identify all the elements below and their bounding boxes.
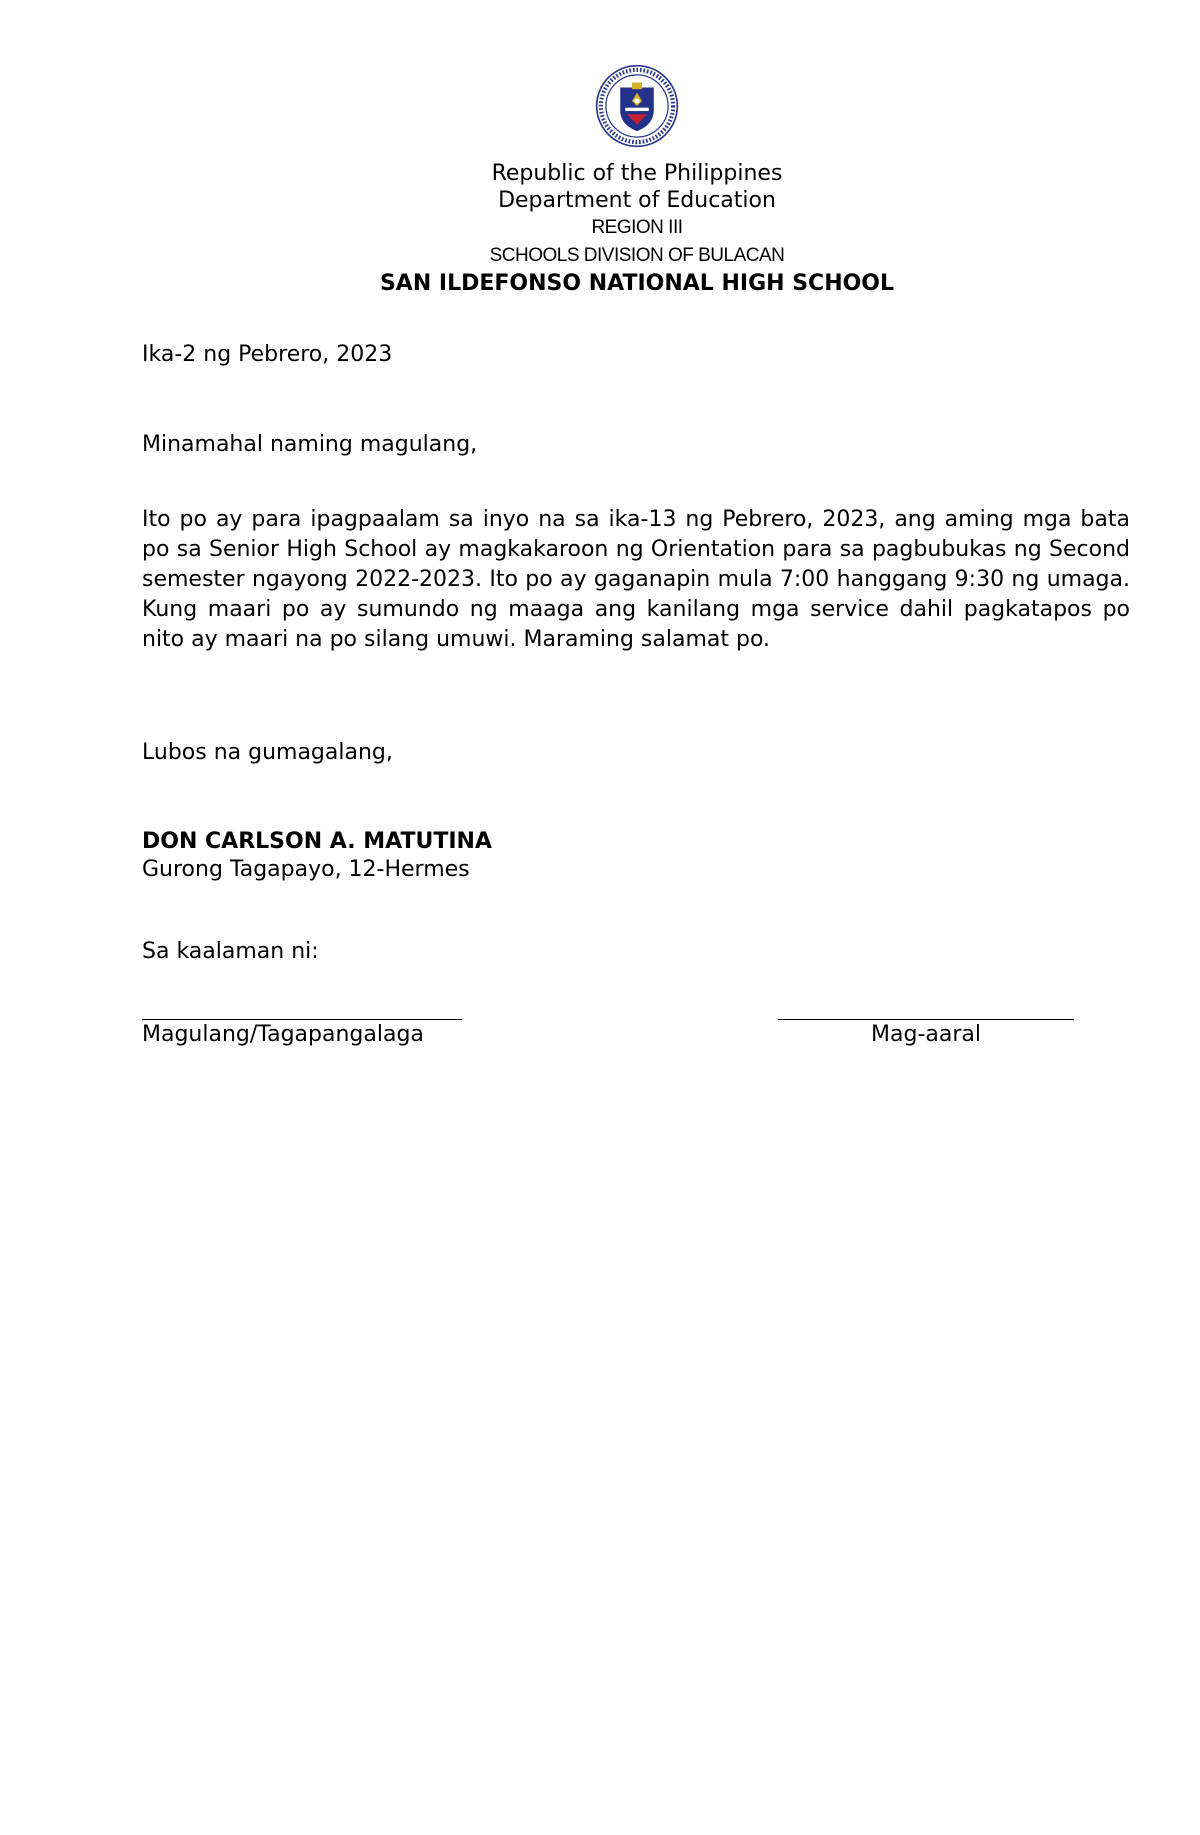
letter-date: Ika-2 ng Pebrero, 2023 <box>142 342 393 367</box>
parent-signature-label: Magulang/Tagapangalaga <box>142 1022 424 1047</box>
letter-salutation: Minamahal naming magulang, <box>142 432 478 457</box>
header-republic: Republic of the Philippines <box>491 161 783 186</box>
letter-closing: Lubos na gumagalang, <box>142 740 393 765</box>
header-school-name: SAN ILDEFONSO NATIONAL HIGH SCHOOL <box>379 271 895 296</box>
signer-name: DON CARLSON A. MATUTINA <box>142 829 492 854</box>
deped-seal-icon <box>595 64 679 148</box>
student-signature-label: Mag-aaral <box>871 1022 981 1047</box>
header-department: Department of Education <box>498 188 776 213</box>
signer-role: Gurong Tagapayo, 12-Hermes <box>142 857 470 882</box>
header-division: SCHOOLS DIVISION OF BULACAN <box>489 245 785 266</box>
acknowledgment-line: Sa kaalaman ni: <box>142 939 319 964</box>
header-region: REGION III <box>591 217 683 238</box>
letter-body: Ito po ay para ipagpaalam sa inyo na sa ika-13 ng Pebrero, 2023, ang aming mga bata po sa Senior High School ay magkakaroon ng Orientation para sa pagbubukas ng Second semester ngayong 2022-2023. Ito po ay gaganapin mula 7:00 hanggang 9:30 ng umaga. Kung maari po ay sumundo ng maaga ang kanilang mga service dahil pagkatapos po nito ay maari na po silang umuwi. Maraming salamat po. <box>142 507 1130 652</box>
letterhead <box>0 64 1200 298</box>
